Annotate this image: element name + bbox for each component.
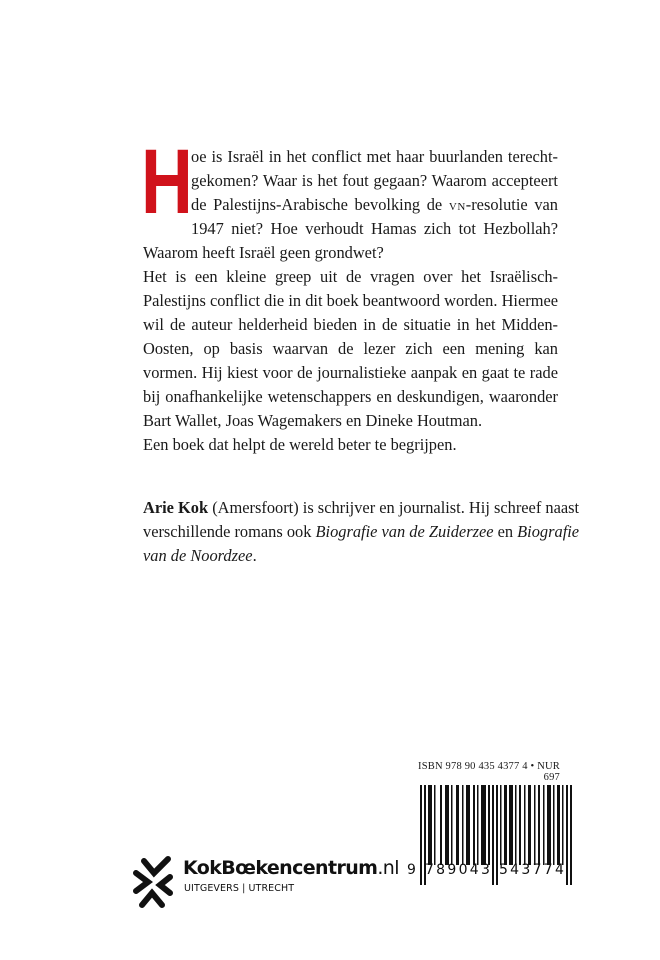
kok-boekencentrum-logo-icon — [130, 855, 178, 909]
publisher-name: KokBœkencentrum.nl — [183, 857, 399, 879]
isbn-nur-line: ISBN 978 90 435 4377 4 • NUR 697 — [418, 761, 560, 783]
blurb-paragraph-2: Het is een kleine greep uit de vragen over het Israëlisch-Palestijns conflict die in dit boek beantwoord worden. Hiermee wil de auteur helderheid bieden in de situatie in het Midden-Oosten, op basis waarvan de lezer zich een mening kan vormen. Hij kiest voor de journalistieke aanpak en gaat te rade bij onafhankelijke wetenschappers en deskundigen, waaronder Bart Wallet, Joas Wagemakers en Dineke Houtman. — [143, 267, 558, 430]
author-bio: Arie Kok (Amersfoort) is schrijver en journalist. Hij schreef naast verschillende romans ook Biografie van de Zuiderzee en Biografie van de Noordzee. — [143, 498, 580, 565]
author-name: Arie Kok — [143, 498, 209, 517]
barcode-digits: 9 789043 543774 — [407, 862, 567, 878]
blurb-text — [141, 131, 558, 457]
publisher-subtitle: UITGEVERS | UTRECHT — [184, 883, 295, 894]
book-title-1: Biografie van de Zuiderzee — [315, 522, 494, 541]
drop-cap: H — [141, 131, 193, 233]
blurb-paragraph-1: H oe is Israël in het conflict met haar buurlanden terechtgekomen? Waar is het fout gegaan? Waarom accepteert de Palestijns-Arabische bevolking de vn-resolutie van 1947 niet? Hoe verhoudt Hamas zich tot Hezbollah? Waarom heeft Israël geen grondwet? — [141, 131, 558, 262]
blurb-paragraph-3: Een boek dat helpt de wereld beter te begrijpen. — [143, 435, 457, 454]
book-title-2: Biografie van de Noordzee — [143, 522, 580, 565]
vn-abbreviation: vn — [448, 195, 466, 214]
